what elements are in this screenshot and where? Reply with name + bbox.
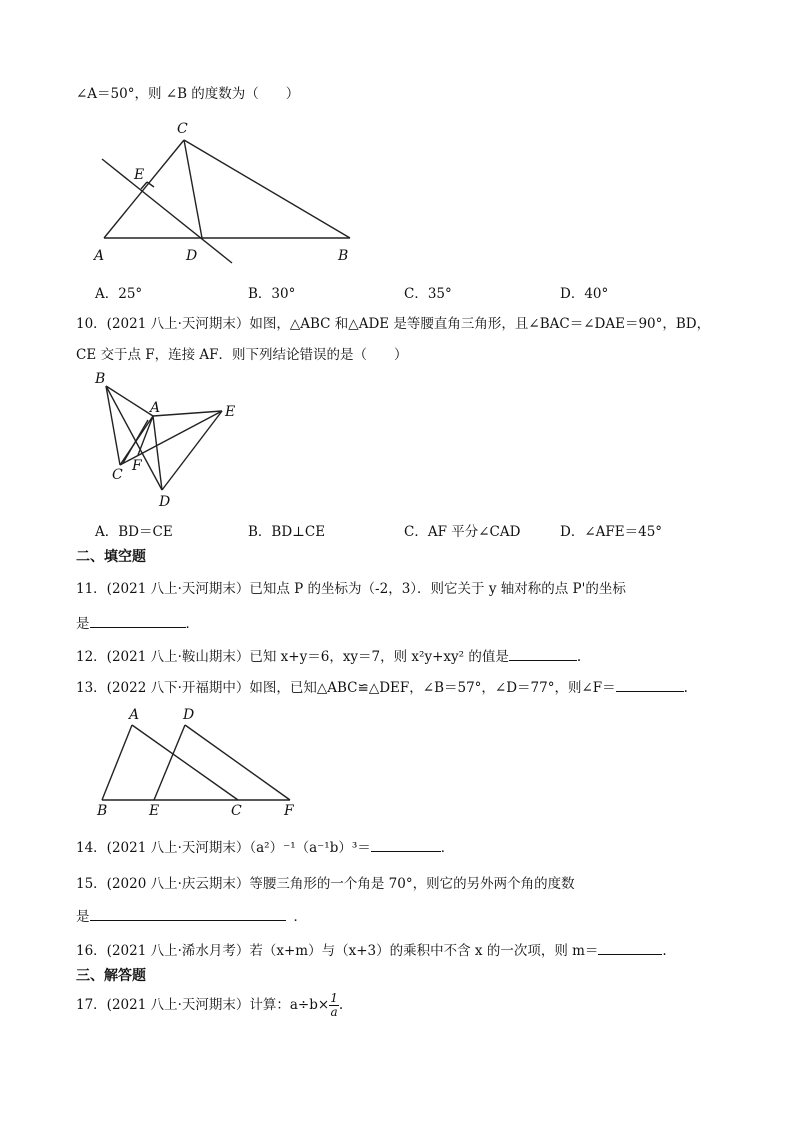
q12-line — [76, 645, 581, 665]
q10-option-a[interactable]: A．BD＝CE — [95, 524, 173, 540]
q13-figure — [92, 705, 312, 815]
q13-label-e: E — [149, 803, 160, 815]
q9-side-ac — [104, 140, 184, 238]
section-solution-heading: 三、解答题 — [76, 968, 146, 984]
q9-option-d[interactable]: D．40° — [560, 286, 609, 302]
q10-option-d[interactable]: D．∠AFE＝45° — [560, 524, 663, 540]
q13-text: 13．(2022 八下·开福期中）如图，已知△ABC≌△DEF，∠B＝57°，∠D＝77°，则∠F＝ — [76, 680, 616, 696]
q17-fraction-denominator: a — [330, 1005, 338, 1019]
q13-triangle-def-side-de — [154, 725, 185, 800]
q9-option-a[interactable]: A．25° — [95, 286, 143, 302]
q10-figure — [90, 368, 250, 518]
q13-label-d: D — [183, 707, 195, 723]
q15-answer-blank[interactable] — [90, 906, 286, 921]
q9-label-a: A — [94, 248, 105, 264]
q10-option-b[interactable]: B．BD⊥CE — [248, 524, 326, 540]
q10-label-d: D — [159, 494, 171, 510]
q13-label-b: B — [97, 803, 108, 815]
q16-line — [76, 939, 667, 959]
q17-fraction — [329, 992, 339, 1019]
q15-line-2 — [76, 905, 307, 925]
q10-label-b: B — [95, 371, 106, 387]
q9-label-c: C — [177, 121, 188, 137]
q16-answer-blank[interactable] — [598, 940, 662, 955]
q10-side-de — [162, 411, 222, 490]
q15-line-2-prefix: 是 — [76, 909, 90, 925]
q11-answer-blank[interactable] — [90, 613, 186, 628]
q17-text: 17．(2021 八上·天河期末）计算：a÷b× — [76, 997, 330, 1013]
q12-suffix: . — [576, 649, 582, 665]
q9-stem: ∠A＝50°，则 ∠B 的度数为（ ） — [76, 86, 300, 102]
q17-line — [76, 992, 343, 1019]
q10-label-f: F — [132, 458, 142, 474]
q9-label-b: B — [338, 248, 349, 264]
q9-option-b[interactable]: B．30° — [248, 286, 296, 302]
q16-suffix: . — [662, 943, 667, 959]
q12-answer-blank[interactable] — [509, 646, 577, 661]
q9-option-c[interactable]: C．35° — [404, 286, 452, 302]
q10-side-ae — [153, 411, 222, 416]
q13-suffix: . — [683, 680, 688, 696]
q14-suffix: ． — [440, 840, 455, 856]
q10-line-2: CE 交于点 F，连接 AF．则下列结论错误的是（ ） — [76, 347, 408, 363]
q10-side-ab — [106, 386, 153, 416]
q9-perpendicular-line — [102, 159, 232, 263]
q13-triangle-abc-side-ab — [102, 725, 132, 800]
q16-text: 16．(2021 八上·浠水月考）若（x+m）与（x+3）的乘积中不含 x 的一次项，则 m＝ — [76, 943, 599, 959]
q11-line-2-prefix: 是 — [76, 616, 90, 632]
q9-side-cb — [184, 140, 350, 238]
q9-label-e: E — [134, 167, 145, 183]
q9-segment-cd — [184, 140, 202, 238]
q10-side-ad — [153, 416, 162, 490]
q13-triangle-abc-side-ac — [132, 725, 238, 800]
q13-triangle-def-side-df — [185, 725, 290, 800]
q10-segment-ce — [120, 411, 222, 465]
q13-answer-blank[interactable] — [616, 677, 684, 692]
q12-text: 12．(2021 八上·鞍山期末）已知 x+y＝6，xy＝7，则 x²y+xy² 的值是 — [76, 649, 509, 665]
q10-option-c[interactable]: C．AF 平分∠CAD — [404, 524, 521, 540]
section-fill-in-blank-heading: 二、填空题 — [76, 549, 146, 565]
q9-label-d: D — [186, 248, 198, 264]
q13-label-a: A — [129, 707, 140, 723]
q10-label-a: A — [150, 400, 161, 416]
q10-label-c: C — [112, 467, 123, 483]
q14-text: 14．(2021 八上·天河期末）（a²）⁻¹（a⁻¹b）³＝ — [76, 840, 371, 856]
q13-label-f: F — [284, 803, 294, 815]
q10-label-e: E — [225, 404, 236, 420]
q17-suffix: . — [338, 997, 344, 1013]
q13-label-c: C — [231, 803, 242, 815]
q15-line-1: 15．(2020 八上·庆云期末）等腰三角形的一个角是 70°，则它的另外两个角的度数 — [76, 876, 575, 892]
q11-line-1: 11．(2021 八上·天河期末）已知点 P 的坐标为（-2，3）．则它关于 y 轴对称的点 P'的坐标 — [76, 581, 626, 597]
q10-line-1: 10．(2021 八上·天河期末）如图，△ABC 和△ADE 是等腰直角三角形，且∠BAC＝∠DAE＝90°，BD， — [76, 316, 711, 332]
q14-line — [76, 836, 454, 856]
q11-line-2-suffix: ． — [185, 616, 199, 632]
q9-figure — [90, 115, 370, 275]
q14-answer-blank[interactable] — [371, 837, 441, 852]
q15-line-2-suffix: ． — [293, 909, 307, 925]
q11-line-2 — [76, 612, 199, 632]
q17-fraction-numerator: 1 — [330, 991, 338, 1005]
q13-line — [76, 676, 688, 696]
